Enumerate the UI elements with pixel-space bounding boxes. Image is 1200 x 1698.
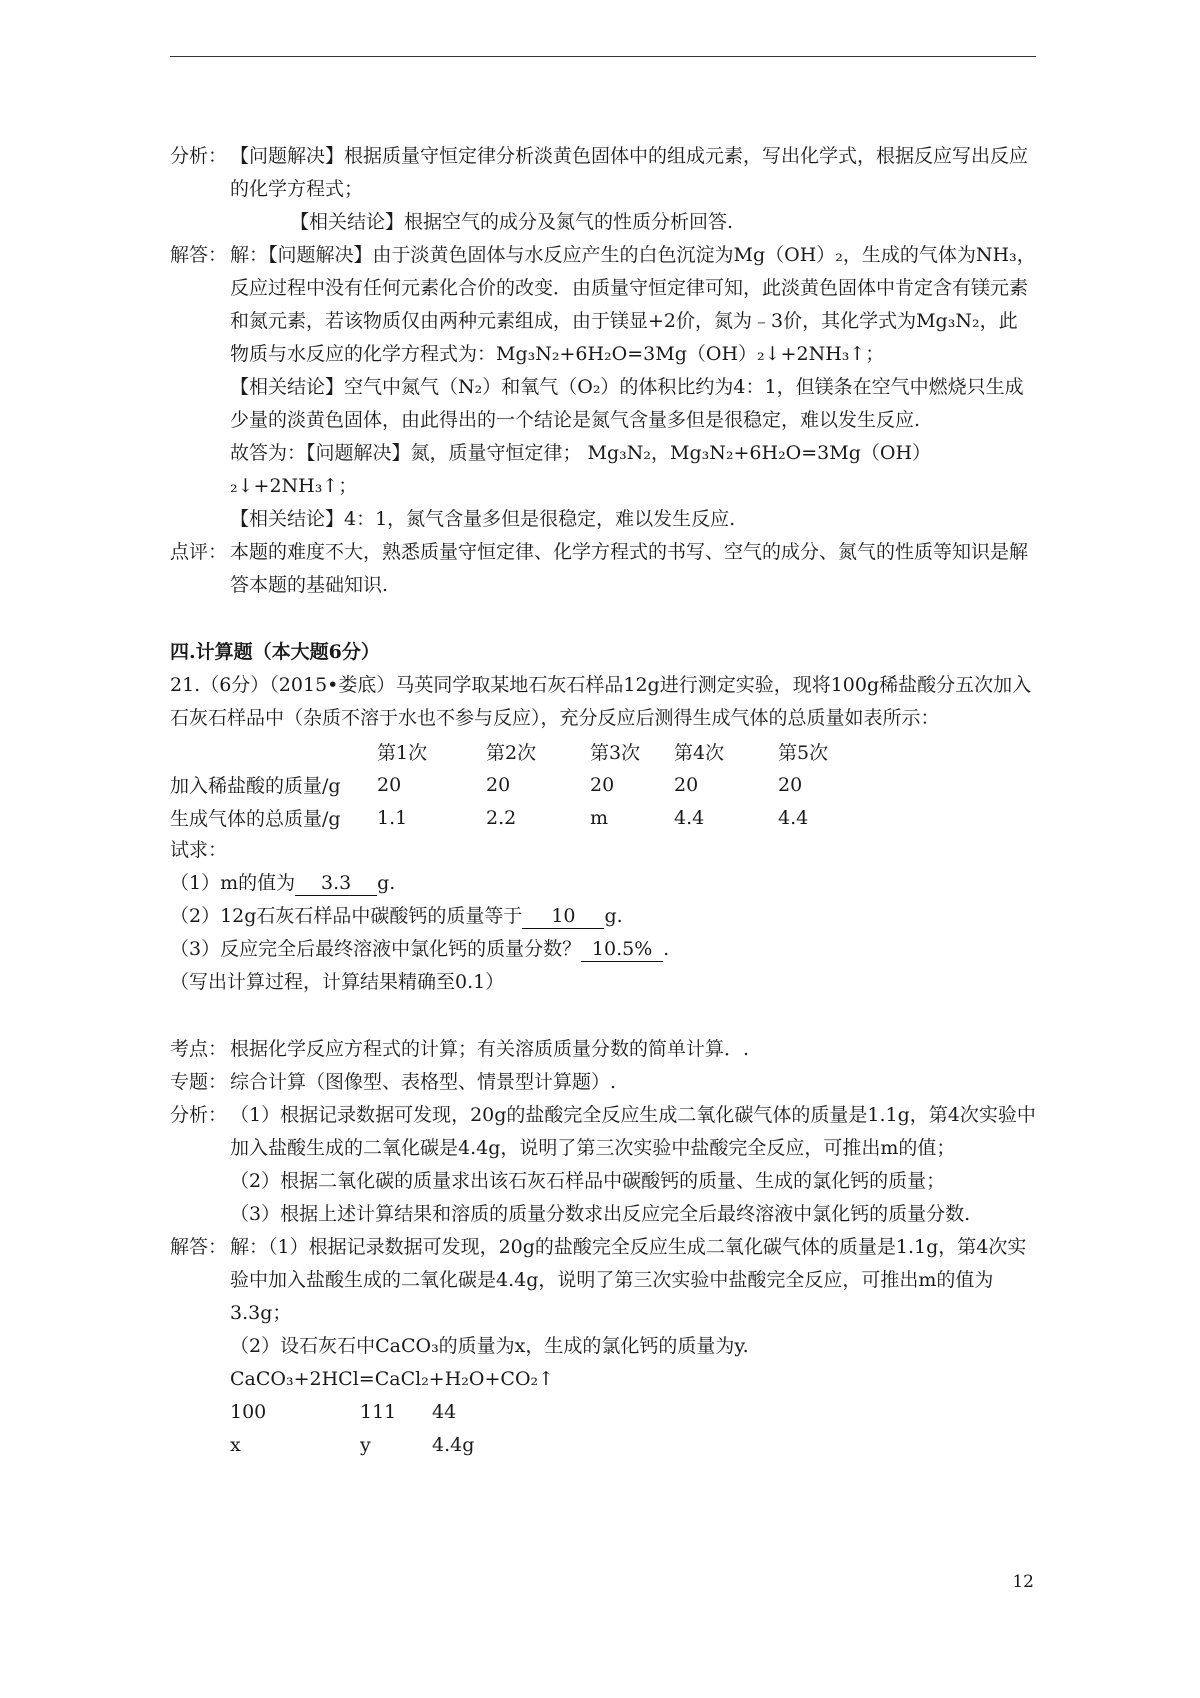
table-header: 第1次 bbox=[377, 742, 428, 764]
table-cell: 20 bbox=[778, 773, 803, 796]
analysis-text: 【相关结论】根据空气的成分及氮气的性质分析回答. bbox=[290, 211, 734, 233]
table-cell: 20 bbox=[486, 773, 511, 796]
analysis-label: 分析： bbox=[170, 1104, 228, 1126]
prev-analysis bbox=[170, 140, 1036, 239]
equation: CaCO₃+2HCl=CaCl₂+H₂O+CO₂↑ bbox=[230, 1368, 555, 1390]
table-header-row bbox=[170, 735, 882, 768]
table-row bbox=[170, 768, 882, 801]
kaodian-label: 考点： bbox=[170, 1038, 228, 1060]
question-text: 21.（6分）（2015•娄底）马英同学取某地石灰石样品12g进行测定实验，现将100g稀盐酸分五次加入石灰石样品中（杂质不溶于水也不参与反应），充分反应后测得生成气体的总质量如表所示： bbox=[170, 674, 1032, 729]
analysis bbox=[170, 1099, 1036, 1231]
analysis-label: 分析： bbox=[170, 145, 228, 167]
answer-text: （2）设石灰石中CaCO₃的质量为x，生成的氯化钙的质量为y. bbox=[230, 1335, 749, 1357]
table-header: 第4次 bbox=[674, 742, 725, 764]
answer-text: 故答为：【问题解决】氮，质量守恒定律； Mg₃N₂，Mg₃N₂+6H₂O=3Mg（OH）₂↓+2NH₃↑； bbox=[230, 442, 932, 497]
prev-comment bbox=[170, 536, 1036, 602]
zhuanti-text: 综合计算（图像型、表格型、情景型计算题）. bbox=[230, 1071, 617, 1093]
analysis-text: （1）根据记录数据可发现，20g的盐酸完全反应生成二氧化碳气体的质量是1.1g，第4次实验中加入盐酸生成的二氧化碳是4.4g，说明了第三次实验中盐酸完全反应，可推出m的值； bbox=[230, 1104, 1036, 1159]
answer-text: 解：（1）根据记录数据可发现，20g的盐酸完全反应生成二氧化碳气体的质量是1.1g，第4次实验中加入盐酸生成的二氧化碳是4.4g，说明了第三次实验中盐酸完全反应，可推出m的值为3.3g； bbox=[230, 1236, 1027, 1324]
comment-label: 点评： bbox=[170, 541, 228, 563]
table-cell: 20 bbox=[377, 773, 402, 796]
answer-text: 【相关结论】空气中氮气（N₂）和氧气（O₂）的体积比约为4：1，但镁条在空气中燃烧只生成少量的淡黄色固体，由此得出的一个结论是氮气含量多但是很稳定，难以发生反应. bbox=[230, 376, 1024, 431]
table-cell bbox=[170, 735, 377, 768]
data-table bbox=[170, 735, 882, 834]
ask-text: 试求： bbox=[170, 839, 228, 861]
table-cell: 20 bbox=[590, 773, 615, 796]
zhuanti-label: 专题： bbox=[170, 1071, 228, 1093]
answer bbox=[170, 1231, 1036, 1462]
table-cell: m bbox=[590, 806, 609, 829]
kaodian-text: 根据化学反应方程式的计算；有关溶质质量分数的简单计算．. bbox=[230, 1038, 750, 1060]
zhuanti bbox=[170, 1066, 1036, 1099]
document-page bbox=[170, 140, 1036, 1462]
analysis-text: 【问题解决】根据质量守恒定律分析淡黄色固体中的组成元素，写出化学式，根据反应写出反应的化学方程式； bbox=[230, 145, 1029, 200]
table-header: 第2次 bbox=[486, 742, 537, 764]
table-cell: 加入稀盐酸的质量/g bbox=[170, 775, 341, 797]
table-cell: 生成气体的总质量/g bbox=[170, 808, 341, 830]
table-header: 第3次 bbox=[590, 742, 641, 764]
sub-question-2: （2）12g石灰石样品中碳酸钙的质量等于 10 g. bbox=[170, 905, 623, 927]
prev-answer bbox=[170, 239, 1036, 536]
answer-blank: 10 bbox=[522, 904, 604, 929]
table-cell: 20 bbox=[674, 773, 699, 796]
answer-label: 解答： bbox=[170, 1236, 228, 1258]
table-cell: 4.4 bbox=[674, 806, 705, 829]
table-cell: 4.4 bbox=[778, 806, 809, 829]
equation-row: 100 111 44 bbox=[230, 1401, 457, 1423]
table-header: 第5次 bbox=[778, 742, 829, 764]
note-text: （写出计算过程，计算结果精确至0.1） bbox=[170, 971, 505, 993]
analysis-text: （3）根据上述计算结果和溶质的质量分数求出反应完全后最终溶液中氯化钙的质量分数. bbox=[230, 1203, 971, 1225]
answer-blank: 10.5% bbox=[581, 937, 663, 962]
answer-blank: 3.3 bbox=[295, 871, 377, 896]
comment-text: 本题的难度不大，熟悉质量守恒定律、化学方程式的书写、空气的成分、氮气的性质等知识是解答本题的基础知识. bbox=[230, 541, 1029, 596]
section-title: 四.计算题（本大题6分） bbox=[170, 641, 380, 663]
answer-text: 解：【问题解决】由于淡黄色固体与水反应产生的白色沉淀为Mg（OH）₂，生成的气体为NH₃，反应过程中没有任何元素化合价的改变．由质量守恒定律可知，此淡黄色固体中肯定含有镁元素和氮元素，若该物质仅由两种元素组成，由于镁显+2价，氮为﹣3价，其化学式为Mg₃N₂，此物质与水反应的化学方程式为：Mg₃N₂+6H₂O=3Mg（OH）₂↓+2NH₃↑； bbox=[230, 244, 1036, 365]
analysis-text: （2）根据二氧化碳的质量求出该石灰石样品中碳酸钙的质量、生成的氯化钙的质量； bbox=[230, 1170, 946, 1192]
table-cell: 1.1 bbox=[377, 806, 408, 829]
sub-question-3: （3）反应完全后最终溶液中氯化钙的质量分数？ 10.5% . bbox=[170, 938, 670, 960]
answer-label: 解答： bbox=[170, 244, 228, 266]
table-row bbox=[170, 801, 882, 834]
equation-row: x y 4.4g bbox=[230, 1434, 475, 1456]
answer-text: 【相关结论】4：1，氮气含量多但是很稳定，难以发生反应. bbox=[230, 508, 736, 530]
kaodian bbox=[170, 1033, 1036, 1066]
page-number: 12 bbox=[1012, 1572, 1034, 1592]
table-cell: 2.2 bbox=[486, 806, 517, 829]
header-rule bbox=[170, 56, 1036, 57]
sub-question-1: （1）m的值为 3.3 g. bbox=[170, 872, 396, 894]
